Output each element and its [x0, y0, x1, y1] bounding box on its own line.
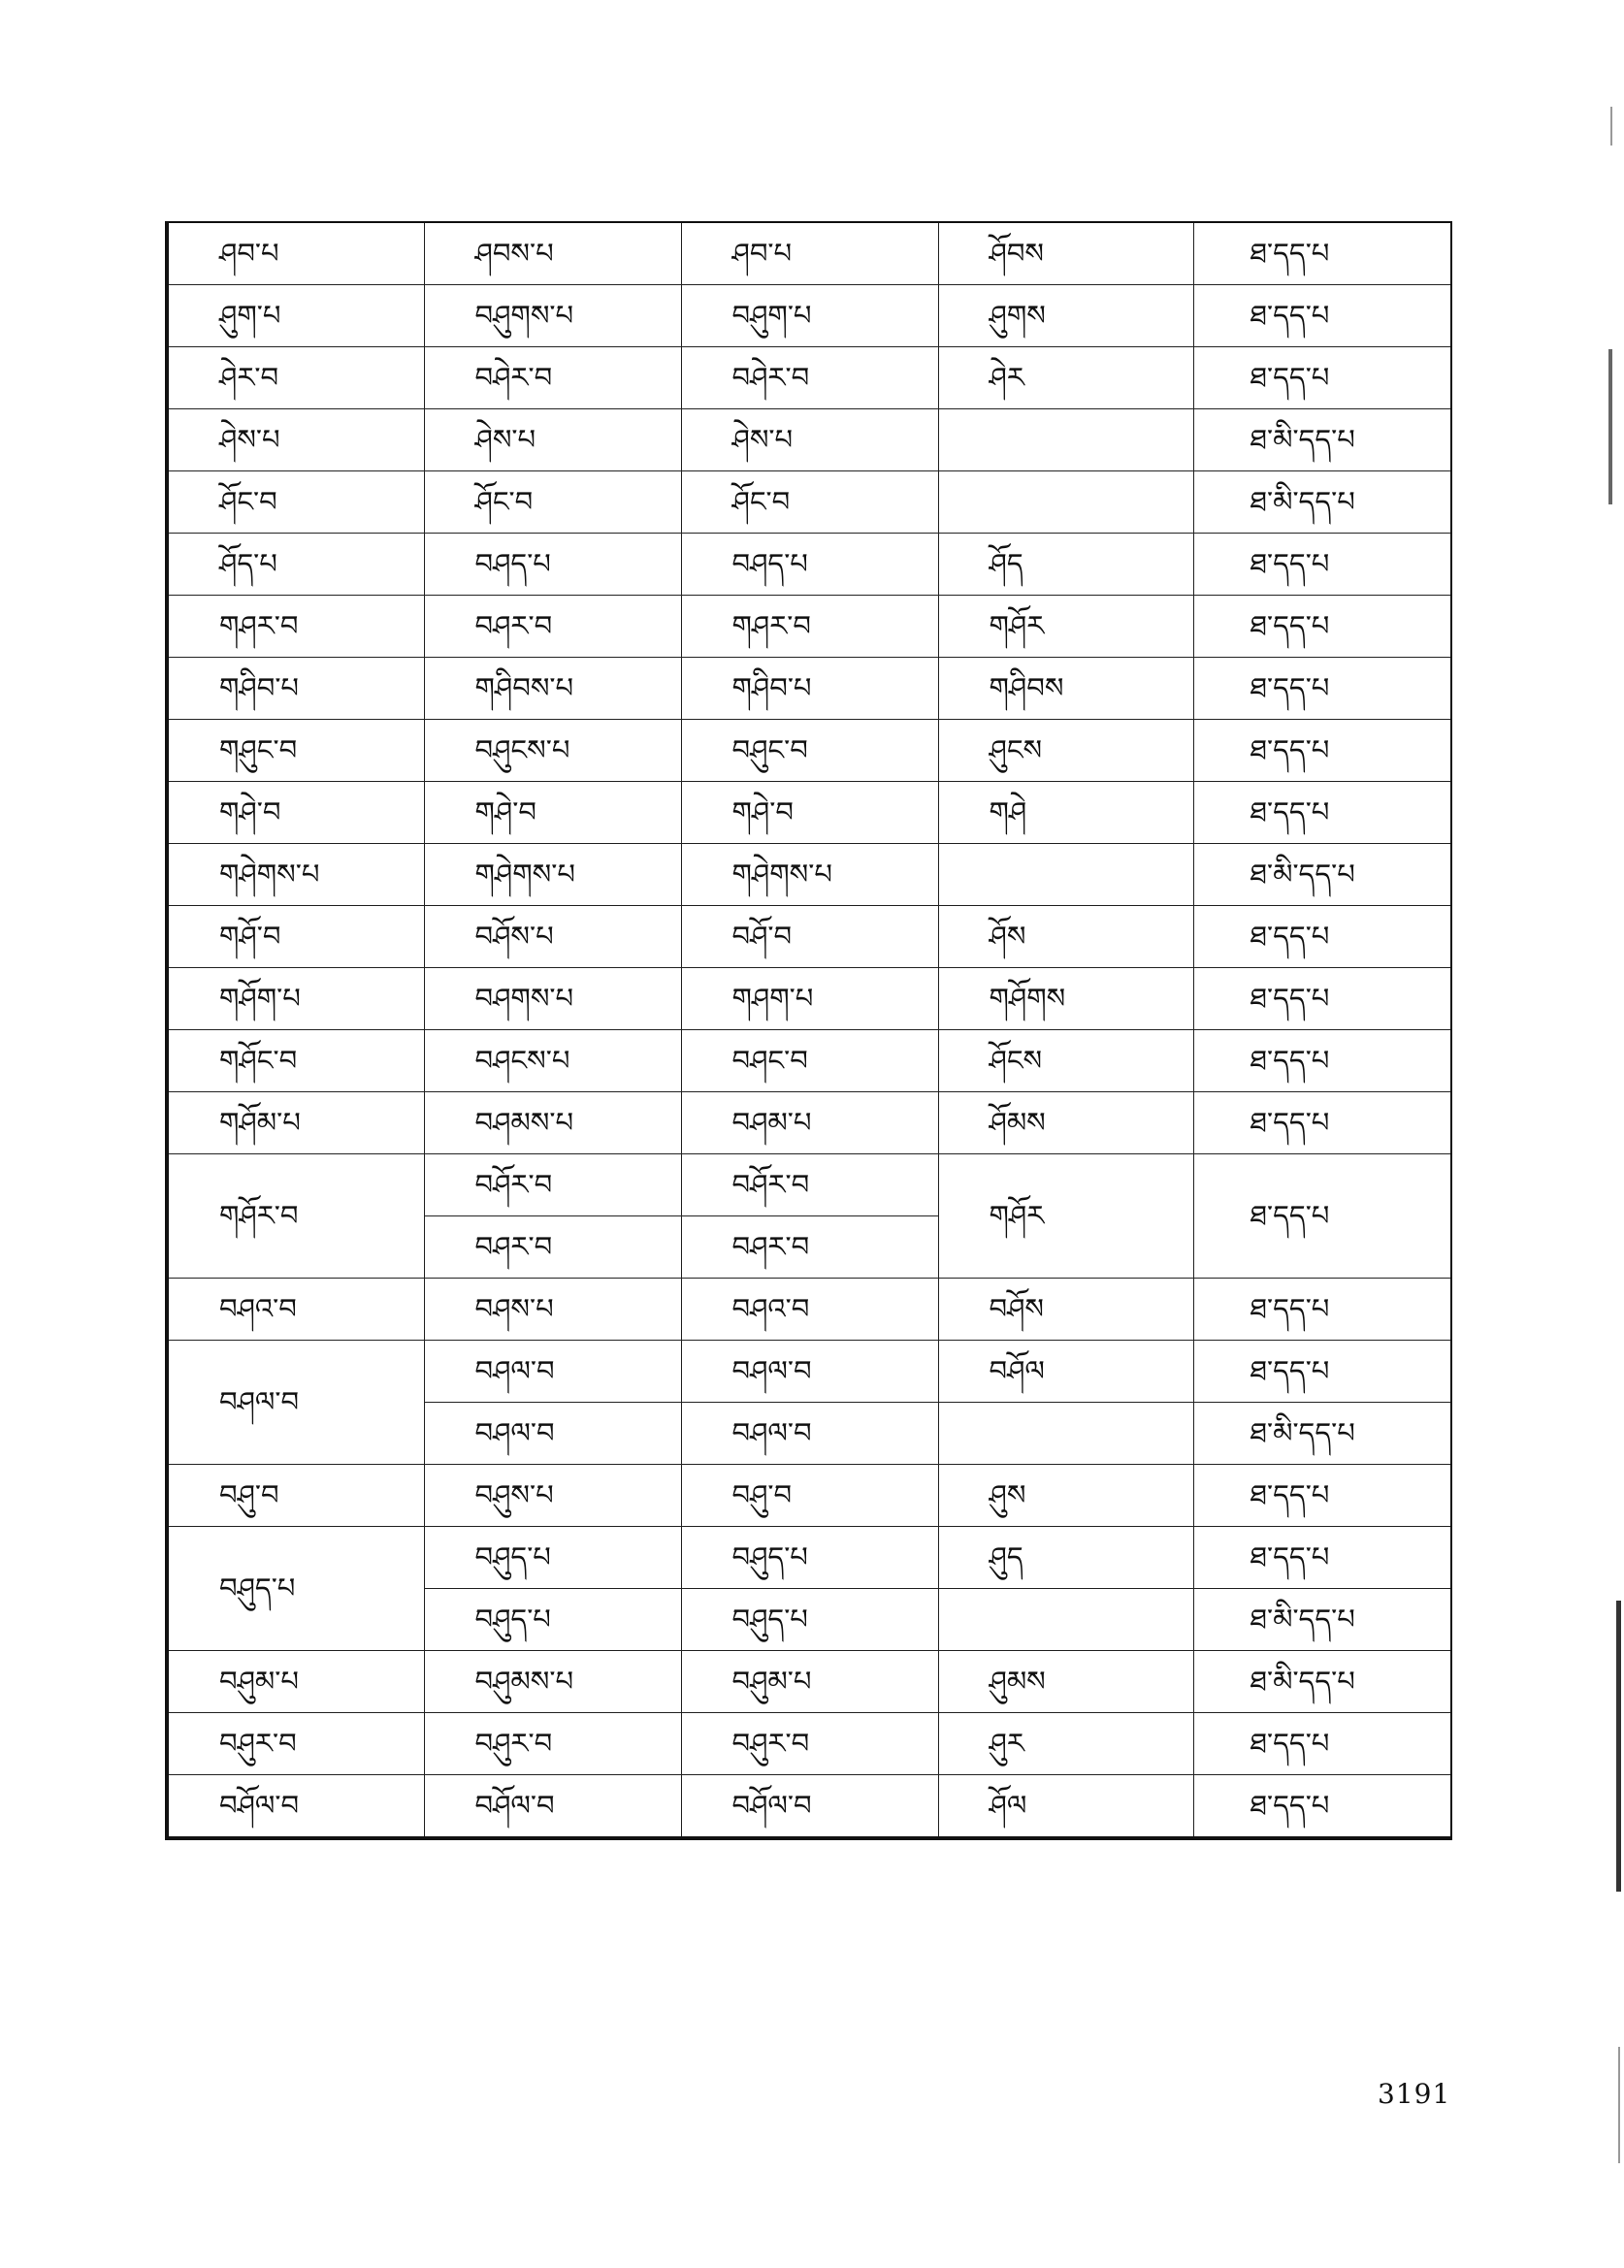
- scan-speck: [1608, 349, 1612, 504]
- table-cell: ཐ་དད་པ: [1193, 1775, 1451, 1839]
- table-cell: བཤུར་བ: [424, 1713, 681, 1775]
- table-cell: བཤུམས་པ: [424, 1651, 681, 1713]
- table-cell: བཤོལ་བ: [424, 1775, 681, 1839]
- table-row: [167, 1713, 1451, 1775]
- table-cell: གཤེགས་པ: [681, 844, 938, 906]
- table-cell: ཤུར: [938, 1713, 1193, 1775]
- table-cell: བཤགས་པ: [424, 968, 681, 1030]
- table-cell: ཤབས་པ: [424, 222, 681, 285]
- table-row: [167, 1154, 1451, 1216]
- table-cell: ཤེར་བ: [167, 347, 424, 409]
- table-cell: ཤེས་པ: [424, 409, 681, 471]
- table-row: [167, 1775, 1451, 1839]
- table-cell: གཤུང་བ: [167, 720, 424, 782]
- verb-conjugation-table: [165, 221, 1452, 1840]
- table-cell: བཤུམ་པ: [681, 1651, 938, 1713]
- table-row: [167, 1030, 1451, 1092]
- table-cell: ཐ་དད་པ: [1193, 906, 1451, 968]
- table-cell: ཤོབས: [938, 222, 1193, 285]
- table-cell: གཤོ་བ: [167, 906, 424, 968]
- table-cell: གཤག་པ: [681, 968, 938, 1030]
- table-cell: ཐ་དད་པ: [1193, 534, 1451, 596]
- table-cell: བཤེར་བ: [681, 347, 938, 409]
- table-cell: [938, 471, 1193, 534]
- table-cell: ཐ་དད་པ: [1193, 285, 1451, 347]
- table-cell: ཤབ་པ: [167, 222, 424, 285]
- table-cell: བཤམ་པ: [681, 1092, 938, 1154]
- table-cell: ཤོལ: [938, 1775, 1193, 1839]
- table-row: [167, 658, 1451, 720]
- table-cell: ཐ་མི་དད་པ: [1193, 409, 1451, 471]
- table-cell: བཤོ་བ: [681, 906, 938, 968]
- table-row: [167, 347, 1451, 409]
- table-cell: ཤོངས: [938, 1030, 1193, 1092]
- table-cell: ཐ་མི་དད་པ: [1193, 1589, 1451, 1651]
- table-cell: [938, 1589, 1193, 1651]
- table-cell: ཤུད: [938, 1527, 1193, 1589]
- table-row: [167, 534, 1451, 596]
- table-cell: གཤིབས: [938, 658, 1193, 720]
- table-cell: བཤའ་བ: [681, 1279, 938, 1341]
- table-row: [167, 1341, 1451, 1403]
- table-cell: ཐ་དད་པ: [1193, 1030, 1451, 1092]
- table-cell: ཤོང་བ: [167, 471, 424, 534]
- table-row: [167, 222, 1451, 285]
- table-row: [167, 409, 1451, 471]
- table-cell: གཤེགས་པ: [167, 844, 424, 906]
- table-cell: གཤེ་བ: [681, 782, 938, 844]
- table-cell: གཤེ: [938, 782, 1193, 844]
- table-cell: བཤུག་པ: [681, 285, 938, 347]
- table-cell: ཐ་དད་པ: [1193, 782, 1451, 844]
- table-cell: བཤང་བ: [681, 1030, 938, 1092]
- table-row: [167, 1092, 1451, 1154]
- table-cell: བཤུང་བ: [681, 720, 938, 782]
- table-cell: ཐ་དད་པ: [1193, 1154, 1451, 1279]
- table-cell: ཤོད: [938, 534, 1193, 596]
- scan-speck: [1616, 1601, 1621, 1892]
- table-cell: བཤུར་བ: [681, 1713, 938, 1775]
- table-cell: གཤིབ་པ: [167, 658, 424, 720]
- table-cell: ཤུས: [938, 1465, 1193, 1527]
- table-cell: བཤད་པ: [424, 534, 681, 596]
- table-cell: བཤར་བ: [424, 1216, 681, 1279]
- table-cell: བཤས་པ: [424, 1279, 681, 1341]
- table-cell: ཐ་མི་དད་པ: [1193, 1651, 1451, 1713]
- table-cell: བཤུད་པ: [681, 1589, 938, 1651]
- table-cell: གཤེགས་པ: [424, 844, 681, 906]
- table-cell: ཐ་དད་པ: [1193, 1527, 1451, 1589]
- table-cell: ཐ་དད་པ: [1193, 658, 1451, 720]
- table-cell: ཐ་མི་དད་པ: [1193, 844, 1451, 906]
- table-cell: ཤུག་པ: [167, 285, 424, 347]
- table-cell: གཤོང་བ: [167, 1030, 424, 1092]
- table-cell: བཤམས་པ: [424, 1092, 681, 1154]
- table-cell: བཤའ་བ: [167, 1279, 424, 1341]
- table-cell: གཤོར: [938, 596, 1193, 658]
- table-cell: བཤོར་བ: [681, 1154, 938, 1216]
- table-cell: བཤོལ: [938, 1341, 1193, 1403]
- table-cell: གཤིབ་པ: [681, 658, 938, 720]
- table-cell: བཤུད་པ: [167, 1527, 424, 1651]
- table-cell: ཐ་མི་དད་པ: [1193, 1403, 1451, 1465]
- table-cell: གཤེ་བ: [167, 782, 424, 844]
- table-cell: བཤོལ་བ: [681, 1775, 938, 1839]
- table-cell: བཤོས་པ: [424, 906, 681, 968]
- table-row: [167, 596, 1451, 658]
- table-cell: གཤར་བ: [167, 596, 424, 658]
- table-cell: བཤུད་པ: [424, 1527, 681, 1589]
- table-row: [167, 1527, 1451, 1589]
- table-cell: ཐ་དད་པ: [1193, 720, 1451, 782]
- table-cell: གཤེ་བ: [424, 782, 681, 844]
- table-body: [167, 222, 1451, 1838]
- table-cell: བཤད་པ: [681, 534, 938, 596]
- table-cell: ཐ་དད་པ: [1193, 222, 1451, 285]
- table-cell: བཤལ་བ: [167, 1341, 424, 1465]
- table-cell: བཤལ་བ: [424, 1403, 681, 1465]
- table-row: [167, 720, 1451, 782]
- table-row: [167, 782, 1451, 844]
- table-cell: ཤབ་པ: [681, 222, 938, 285]
- table-cell: [938, 844, 1193, 906]
- table-cell: [938, 409, 1193, 471]
- page-number: 3191: [1378, 2078, 1451, 2110]
- table-cell: ཤོས: [938, 906, 1193, 968]
- table-cell: གཤོར་བ: [167, 1154, 424, 1279]
- table-cell: བཤུས་པ: [424, 1465, 681, 1527]
- table-cell: ཤེས་པ: [167, 409, 424, 471]
- table-cell: བཤུངས་པ: [424, 720, 681, 782]
- table-row: [167, 285, 1451, 347]
- table-cell: བཤུགས་པ: [424, 285, 681, 347]
- table-cell: གཤོག་པ: [167, 968, 424, 1030]
- table-cell: བཤལ་བ: [681, 1341, 938, 1403]
- table-cell: གཤིབས་པ: [424, 658, 681, 720]
- table-cell: གཤོར: [938, 1154, 1193, 1279]
- table-cell: བཤལ་བ: [424, 1341, 681, 1403]
- table-row: [167, 1651, 1451, 1713]
- table-cell: ཐ་དད་པ: [1193, 1341, 1451, 1403]
- table-cell: བཤུད་པ: [681, 1527, 938, 1589]
- table-row: [167, 906, 1451, 968]
- table-cell: གཤོགས: [938, 968, 1193, 1030]
- table-row: [167, 1465, 1451, 1527]
- table-cell: བཤུམ་པ: [167, 1651, 424, 1713]
- table-row: [167, 1279, 1451, 1341]
- table-cell: [938, 1403, 1193, 1465]
- table-cell: བཤོས: [938, 1279, 1193, 1341]
- table-cell: ཐ་དད་པ: [1193, 1465, 1451, 1527]
- table-cell: བཤར་བ: [681, 1216, 938, 1279]
- table-cell: ཐ་མི་དད་པ: [1193, 471, 1451, 534]
- table-cell: ཐ་དད་པ: [1193, 1092, 1451, 1154]
- table-cell: བཤུ་བ: [681, 1465, 938, 1527]
- table-cell: བཤངས་པ: [424, 1030, 681, 1092]
- table-cell: ཤུམས: [938, 1651, 1193, 1713]
- table-cell: བཤུ་བ: [167, 1465, 424, 1527]
- table-cell: ཐ་དད་པ: [1193, 968, 1451, 1030]
- table-cell: ཐ་དད་པ: [1193, 1713, 1451, 1775]
- table-cell: ཐ་དད་པ: [1193, 347, 1451, 409]
- table-row: [167, 844, 1451, 906]
- table-cell: གཤོམ་པ: [167, 1092, 424, 1154]
- table-cell: ཤོད་པ: [167, 534, 424, 596]
- table-cell: བཤར་བ: [424, 596, 681, 658]
- table-cell: བཤུད་པ: [424, 1589, 681, 1651]
- table-cell: བཤོར་བ: [424, 1154, 681, 1216]
- table-cell: ཤུངས: [938, 720, 1193, 782]
- table-cell: ཐ་དད་པ: [1193, 1279, 1451, 1341]
- table-cell: ཤུགས: [938, 285, 1193, 347]
- table-cell: བཤོལ་བ: [167, 1775, 424, 1839]
- table-cell: ཤོང་བ: [424, 471, 681, 534]
- table-cell: ཤོམས: [938, 1092, 1193, 1154]
- table-row: [167, 968, 1451, 1030]
- scan-speck: [1610, 107, 1612, 146]
- table-row: [167, 471, 1451, 534]
- table-cell: བཤུར་བ: [167, 1713, 424, 1775]
- table-cell: ཤེར: [938, 347, 1193, 409]
- table-cell: ཤོང་བ: [681, 471, 938, 534]
- scan-speck: [1618, 2047, 1620, 2163]
- table-cell: བཤལ་བ: [681, 1403, 938, 1465]
- table-cell: ཐ་དད་པ: [1193, 596, 1451, 658]
- table-cell: ཤེས་པ: [681, 409, 938, 471]
- table-cell: གཤར་བ: [681, 596, 938, 658]
- table-cell: བཤེར་བ: [424, 347, 681, 409]
